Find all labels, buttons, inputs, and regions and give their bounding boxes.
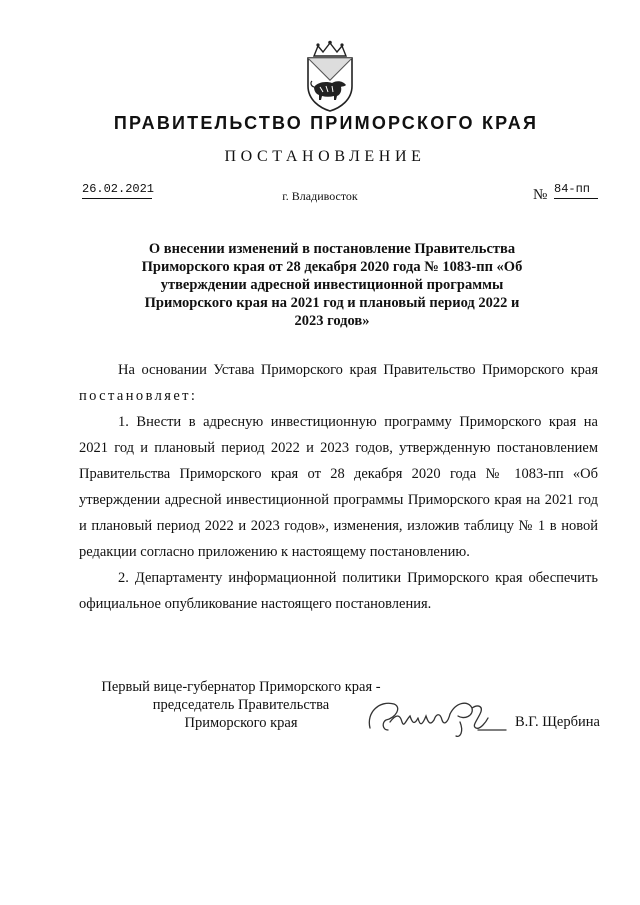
item-2-paragraph: 2. Департаменту информационной политики Приморского края обеспечить официальное опубликование настоящего постановления. — [79, 570, 598, 612]
number-label: № — [533, 187, 548, 203]
decree-word: постановляет: — [79, 388, 198, 404]
position-line-3: Приморского края — [184, 715, 298, 731]
signatory-name: В.Г. Щербина — [515, 714, 600, 730]
document-city: г. Владивосток — [282, 189, 358, 203]
preamble-paragraph — [79, 357, 598, 409]
preamble-text: На основании Устава Приморского края Правительство Приморского края — [118, 362, 598, 378]
item-1-paragraph: 1. Внести в адресную инвестиционную программу Приморского края на 2021 год и плановый период 2022 и 2023 годов, утвержденную постановлением Правительства Приморского края от 28 декабря 2020 года № 1083-пп «Об утверждении адресной инвестиционной программы Приморского края на 2021 год и плановый период 2022 и 2023 годов», изменения, изложив таблицу № 1 в новой редакции согласно приложению к настоящему постановлению. — [79, 414, 598, 560]
document-number: 84-пп — [554, 182, 598, 199]
government-title: ПРАВИТЕЛЬСТВО ПРИМОРСКОГО КРАЯ — [113, 113, 539, 133]
document-type: ПОСТАНОВЛЕНИЕ — [224, 148, 426, 165]
document-subject: О внесении изменений в постановление Правительства Приморского края от 28 декабря 2020 года № 1083-пп «Об утверждении адресной инвестиционной программы Приморского края на 2021 год и плановый период 2022 и 2023 годов» — [141, 241, 523, 329]
position-line-1: Первый вице-губернатор Приморского края - — [101, 679, 381, 695]
signatory-position — [86, 678, 396, 732]
document-body — [79, 357, 598, 617]
handwritten-signature — [360, 692, 510, 742]
position-line-2: председатель Правительства — [152, 697, 330, 713]
coat-of-arms-icon — [300, 40, 360, 112]
document-date: 26.02.2021 — [82, 182, 152, 199]
